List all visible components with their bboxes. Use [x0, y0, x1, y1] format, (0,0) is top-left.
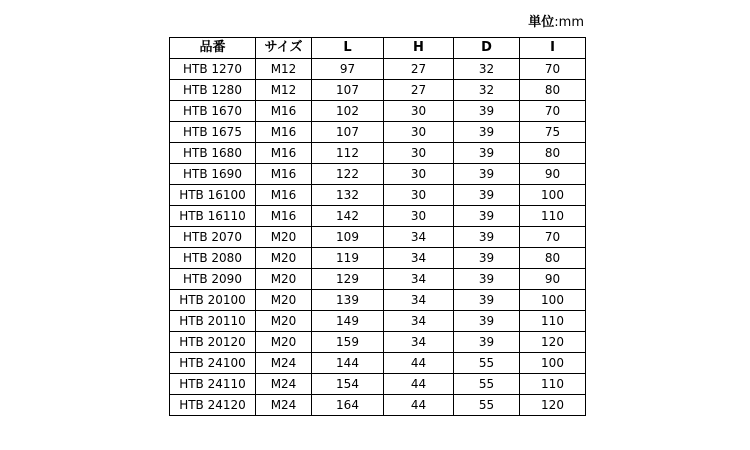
table-row: [170, 122, 586, 143]
cell-height-h: 44: [384, 374, 454, 395]
cell-part-number: HTB 1675: [170, 122, 256, 143]
cell-diameter-d: 39: [454, 227, 520, 248]
cell-diameter-d: 55: [454, 395, 520, 416]
cell-length-l: 119: [312, 248, 384, 269]
cell-height-h: 27: [384, 80, 454, 101]
cell-part-number: HTB 20100: [170, 290, 256, 311]
cell-part-number: HTB 1270: [170, 59, 256, 80]
cell-length-l: 122: [312, 164, 384, 185]
cell-diameter-d: 39: [454, 101, 520, 122]
header-height-h: H: [384, 38, 454, 59]
cell-part-number: HTB 24110: [170, 374, 256, 395]
cell-part-number: HTB 1280: [170, 80, 256, 101]
cell-length-l: 109: [312, 227, 384, 248]
unit-label-value: :mm: [554, 15, 584, 30]
cell-length-l: 107: [312, 122, 384, 143]
cell-part-number: HTB 24120: [170, 395, 256, 416]
cell-height-h: 34: [384, 311, 454, 332]
cell-size: M16: [256, 143, 312, 164]
cell-length-i: 100: [520, 353, 586, 374]
cell-length-l: 164: [312, 395, 384, 416]
cell-part-number: HTB 1670: [170, 101, 256, 122]
table-row: [170, 311, 586, 332]
unit-label: [528, 15, 584, 31]
header-length-l: L: [312, 38, 384, 59]
cell-height-h: 30: [384, 143, 454, 164]
cell-part-number: HTB 24100: [170, 353, 256, 374]
cell-height-h: 30: [384, 101, 454, 122]
cell-length-l: 107: [312, 80, 384, 101]
cell-length-l: 149: [312, 311, 384, 332]
cell-part-number: HTB 2080: [170, 248, 256, 269]
cell-length-l: 102: [312, 101, 384, 122]
header-diameter-d: D: [454, 38, 520, 59]
cell-diameter-d: 55: [454, 374, 520, 395]
cell-size: M16: [256, 101, 312, 122]
table-row: [170, 143, 586, 164]
cell-length-i: 80: [520, 248, 586, 269]
cell-length-l: 144: [312, 353, 384, 374]
cell-length-i: 110: [520, 374, 586, 395]
cell-height-h: 44: [384, 353, 454, 374]
table-row: [170, 395, 586, 416]
spec-table: [169, 37, 586, 416]
table-row: [170, 164, 586, 185]
table-row: [170, 332, 586, 353]
cell-size: M20: [256, 290, 312, 311]
cell-size: M24: [256, 353, 312, 374]
cell-height-h: 30: [384, 185, 454, 206]
cell-length-i: 110: [520, 311, 586, 332]
cell-diameter-d: 32: [454, 59, 520, 80]
cell-height-h: 34: [384, 248, 454, 269]
cell-diameter-d: 39: [454, 290, 520, 311]
cell-size: M12: [256, 80, 312, 101]
cell-length-l: 97: [312, 59, 384, 80]
cell-length-i: 110: [520, 206, 586, 227]
cell-part-number: HTB 1690: [170, 164, 256, 185]
header-part-number: 品番: [170, 38, 256, 59]
spec-table-header: [170, 38, 586, 59]
cell-diameter-d: 39: [454, 332, 520, 353]
cell-length-i: 70: [520, 59, 586, 80]
cell-length-l: 129: [312, 269, 384, 290]
cell-length-i: 100: [520, 290, 586, 311]
cell-length-l: 132: [312, 185, 384, 206]
cell-length-i: 70: [520, 101, 586, 122]
cell-size: M20: [256, 227, 312, 248]
table-row: [170, 353, 586, 374]
cell-diameter-d: 39: [454, 311, 520, 332]
cell-length-l: 159: [312, 332, 384, 353]
cell-length-i: 100: [520, 185, 586, 206]
cell-length-i: 80: [520, 80, 586, 101]
cell-diameter-d: 39: [454, 269, 520, 290]
header-size: サイズ: [256, 38, 312, 59]
cell-diameter-d: 32: [454, 80, 520, 101]
table-row: [170, 374, 586, 395]
cell-diameter-d: 39: [454, 143, 520, 164]
cell-size: M16: [256, 206, 312, 227]
table-row: [170, 290, 586, 311]
cell-part-number: HTB 16110: [170, 206, 256, 227]
table-row: [170, 248, 586, 269]
cell-part-number: HTB 20120: [170, 332, 256, 353]
cell-length-i: 75: [520, 122, 586, 143]
cell-length-i: 90: [520, 164, 586, 185]
cell-height-h: 34: [384, 227, 454, 248]
cell-height-h: 44: [384, 395, 454, 416]
cell-length-i: 80: [520, 143, 586, 164]
cell-height-h: 30: [384, 164, 454, 185]
cell-size: M16: [256, 185, 312, 206]
header-row: [170, 38, 586, 59]
cell-length-i: 90: [520, 269, 586, 290]
cell-part-number: HTB 2070: [170, 227, 256, 248]
cell-size: M12: [256, 59, 312, 80]
cell-part-number: HTB 1680: [170, 143, 256, 164]
cell-size: M20: [256, 311, 312, 332]
cell-diameter-d: 39: [454, 164, 520, 185]
cell-height-h: 34: [384, 290, 454, 311]
table-row: [170, 269, 586, 290]
cell-diameter-d: 55: [454, 353, 520, 374]
table-row: [170, 227, 586, 248]
cell-diameter-d: 39: [454, 122, 520, 143]
cell-size: M20: [256, 332, 312, 353]
cell-part-number: HTB 16100: [170, 185, 256, 206]
cell-height-h: 34: [384, 269, 454, 290]
table-row: [170, 59, 586, 80]
cell-length-i: 120: [520, 395, 586, 416]
cell-height-h: 30: [384, 122, 454, 143]
cell-size: M24: [256, 395, 312, 416]
cell-size: M16: [256, 122, 312, 143]
cell-length-l: 139: [312, 290, 384, 311]
cell-diameter-d: 39: [454, 248, 520, 269]
cell-length-i: 70: [520, 227, 586, 248]
cell-part-number: HTB 20110: [170, 311, 256, 332]
cell-size: M20: [256, 269, 312, 290]
unit-label-prefix: 単位: [528, 15, 555, 30]
spec-table-body: [170, 59, 586, 416]
cell-size: M20: [256, 248, 312, 269]
table-row: [170, 206, 586, 227]
cell-size: M24: [256, 374, 312, 395]
cell-height-h: 30: [384, 206, 454, 227]
cell-diameter-d: 39: [454, 185, 520, 206]
cell-height-h: 27: [384, 59, 454, 80]
table-row: [170, 101, 586, 122]
cell-diameter-d: 39: [454, 206, 520, 227]
cell-length-l: 112: [312, 143, 384, 164]
header-length-i: I: [520, 38, 586, 59]
cell-length-i: 120: [520, 332, 586, 353]
table-row: [170, 80, 586, 101]
cell-height-h: 34: [384, 332, 454, 353]
cell-length-l: 154: [312, 374, 384, 395]
cell-size: M16: [256, 164, 312, 185]
cell-part-number: HTB 2090: [170, 269, 256, 290]
cell-length-l: 142: [312, 206, 384, 227]
table-row: [170, 185, 586, 206]
